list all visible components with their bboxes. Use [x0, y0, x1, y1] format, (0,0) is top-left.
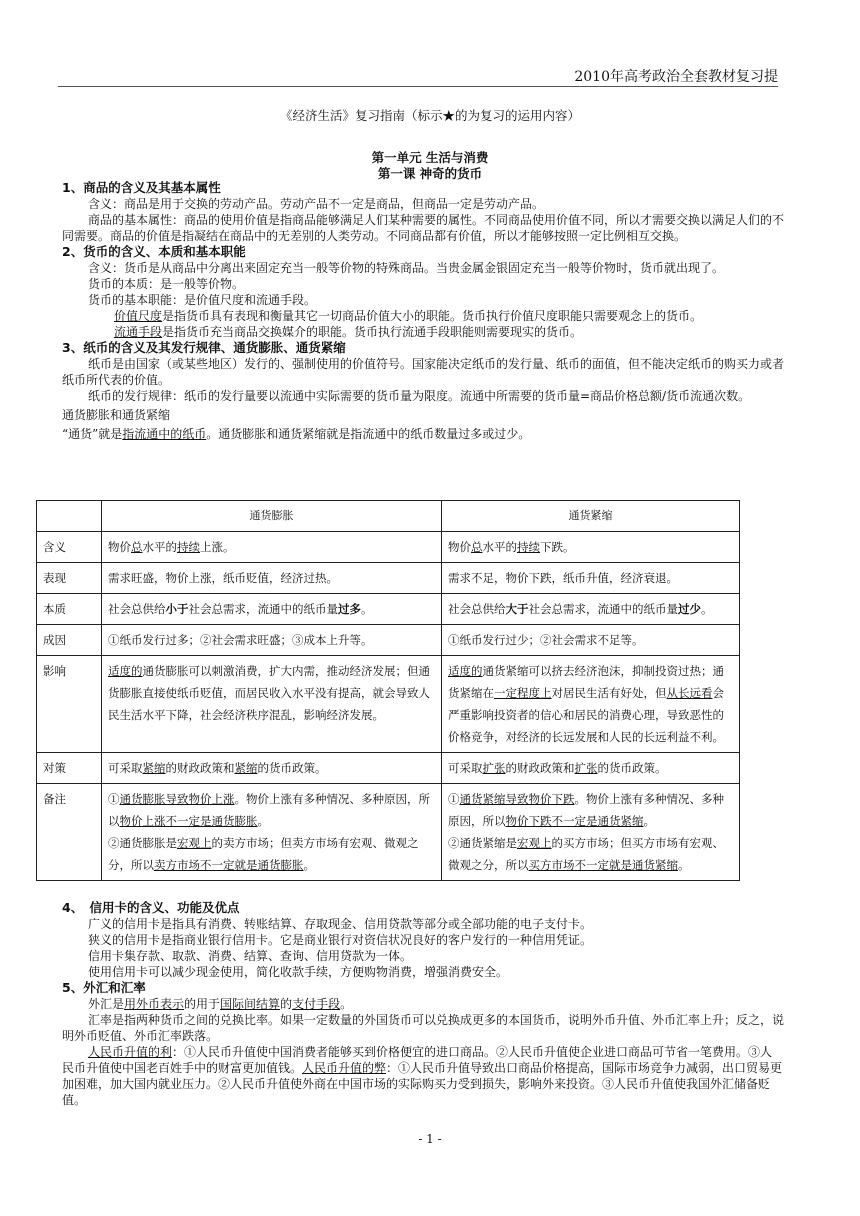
- row-label: 含义: [37, 532, 102, 563]
- table-cell: ①通货膨胀导致物价上涨。物价上涨有多种情况、多种原因，所以物价上涨不一定是通货膨胀。 ②通货膨胀是宏观上的卖方市场；但卖方市场有宏观、微观之分，所以卖方市场不一定就是通货膨胀。: [102, 784, 442, 881]
- lesson-title: 第一课 神奇的货币: [377, 166, 483, 181]
- row-label: 表现: [37, 563, 102, 594]
- document-title: 《经济生活》复习指南（标示★的为复习的运用内容）: [279, 108, 580, 123]
- page-number: - 1 -: [418, 1132, 442, 1146]
- comparison-table: [36, 500, 740, 881]
- paragraph: 含义：货币是从商品中分离出来固定充当一般等价物的特殊商品。当贵金属金银固定充当一般等价物时，货币就出现了。: [88, 261, 725, 275]
- running-header: 2010年高考政治全套教材复习提: [574, 69, 778, 85]
- text: “通货”就是: [62, 427, 123, 441]
- table-header-row: [37, 501, 740, 532]
- paragraph: 货币的本质：是一般等价物。: [88, 277, 245, 291]
- paragraph: [62, 324, 784, 340]
- section-heading: 5、外汇和汇率: [62, 980, 146, 995]
- row-label: 成因: [37, 625, 102, 656]
- paragraph: 广义的信用卡是指具有消费、转账结算、存取现金、信用贷款等部分或全部功能的电子支付卡。: [88, 917, 593, 931]
- table-cell: ①纸币发行过少；②社会需求不足等。: [442, 625, 740, 656]
- paragraph: [62, 426, 784, 442]
- table-cell: 社会总供给小于社会总需求，流通中的纸币量过多。: [102, 594, 442, 625]
- table-cell: 可采取扩张的财政政策和扩张的货币政策。: [442, 753, 740, 784]
- paragraph: [62, 308, 784, 324]
- paragraph: 通货膨胀和通货紧缩: [62, 408, 171, 422]
- paragraph: 含义：商品是用于交换的劳动产品。劳动产品不一定是商品，但商品一定是劳动产品。: [88, 197, 545, 211]
- table-row: [37, 753, 740, 784]
- paragraph: 商品的基本属性：商品的使用价值是指商品能够满足人们某种需要的属性。不同商品使用价值不同，所以才需要交换以满足人们的不同需要。商品的价值是指凝结在商品中的无差别的人类劳动。不同商品都有价值，所以才能够按照一定比例相互交换。: [62, 213, 785, 243]
- table-header-cell: [37, 501, 102, 532]
- section-heading: 4、 信用卡的含义、功能及优点: [62, 900, 240, 915]
- table-row: [37, 625, 740, 656]
- table-cell: 社会总供给大于社会总需求，流通中的纸币量过少。: [442, 594, 740, 625]
- table-row: [37, 563, 740, 594]
- table-cell: ①纸币发行过多；②社会需求旺盛；③成本上升等。: [102, 625, 442, 656]
- row-label: 本质: [37, 594, 102, 625]
- section-4-5: [62, 900, 784, 1108]
- table-row: [37, 594, 740, 625]
- table-cell: 需求旺盛，物价上涨，纸币贬值，经济过热。: [102, 563, 442, 594]
- table-row: [37, 784, 740, 881]
- table-header-cell: 通货膨胀: [102, 501, 442, 532]
- row-label: 对策: [37, 753, 102, 784]
- table-cell: 物价总水平的持续下跌。: [442, 532, 740, 563]
- text: 。通货膨胀和通货紧缩就是指流通中的纸币数量过多或过少。: [206, 427, 531, 441]
- row-label: 影响: [37, 656, 102, 753]
- paragraph: 人民币升值的利：①人民币升值使中国消费者能够买到价格便宜的进口商品。②人民币升值使企业进口商品可节省一笔费用。③人民币升值使中国老百姓手中的财富更加值钱。人民币升值的弊：①人民币升值导致出口商品价格提高，国际市场竞争力减弱，出口贸易更加困难，加大国内就业压力。②人民币升值使外商在中国市场的实际购买力受到损失，影响外来投资。③人民币升值使我国外汇储备贬值。: [62, 1045, 783, 1107]
- term: 流通手段: [114, 325, 163, 339]
- term: 价值尺度: [114, 309, 163, 323]
- header-rule: [58, 86, 778, 87]
- text: 是指货币充当商品交换媒介的职能。货币执行流通手段职能则需要现实的货币。: [162, 325, 583, 339]
- table-cell: 可采取紧缩的财政政策和紧缩的货币政策。: [102, 753, 442, 784]
- table-cell: 适度的通货膨胀可以刺激消费，扩大内需，推动经济发展；但通货膨胀直接使纸币贬值，而居民收入水平没有提高，就会导致人民生活水平下降，社会经济秩序混乱，影响经济发展。: [102, 656, 442, 753]
- text: 是指货币具有表现和衡量其它一切商品价值大小的职能。货币执行价值尺度职能只需要观念上的货币。: [162, 309, 703, 323]
- paragraph: 外汇是用外币表示的用于国际间结算的支付手段。: [88, 997, 353, 1011]
- paragraph: 信用卡集存款、取款、消费、结算、查询、信用贷款为一体。: [88, 949, 413, 963]
- table-cell: 需求不足，物价下跌，纸币升值，经济衰退。: [442, 563, 740, 594]
- table-cell: 物价总水平的持续上涨。: [102, 532, 442, 563]
- table-cell: ①通货紧缩导致物价下跌。物价上涨有多种情况、多种原因，所以物价下跌不一定是通货紧缩。 ②通货紧缩是宏观上的买方市场；但买方市场有宏观、微观之分，所以买方市场不一定就是通货紧缩。: [442, 784, 740, 881]
- table-header-cell: 通货紧缩: [442, 501, 740, 532]
- table-row: [37, 532, 740, 563]
- paragraph: 纸币是由国家（或某些地区）发行的、强制使用的价值符号。国家能决定纸币的发行量、纸币的面值，但不能决定纸币的购买力或者纸币所代表的价值。: [62, 357, 785, 387]
- paragraph: 狭义的信用卡是指商业银行信用卡。它是商业银行对资信状况良好的客户发行的一种信用凭证。: [88, 933, 593, 947]
- table-cell: 适度的通货紧缩可以挤去经济泡沫，抑制投资过热；通货紧缩在一定程度上对居民生活有好处，但从长远看会严重影响投资者的信心和居民的消费心理，导致恶性的价格竞争，对经济的长远发展和人民的长远利益不利。: [442, 656, 740, 753]
- paragraph: 使用信用卡可以减少现金使用，简化收款手续，方便购物消费，增强消费安全。: [88, 965, 509, 979]
- paragraph: 汇率是指两种货币之间的兑换比率。如果一定数量的外国货币可以兑换成更多的本国货币，说明外币升值、外币汇率上升；反之，说明外币贬值、外币汇率跌落。: [62, 1013, 785, 1043]
- paragraph: 货币的基本职能：是价值尺度和流通手段。: [88, 293, 317, 307]
- term: 指流通中的纸币: [122, 427, 207, 441]
- section-heading: 1、商品的含义及其基本属性: [62, 180, 221, 195]
- paragraph: 纸币的发行规律：纸币的发行量要以流通中实际需要的货币量为限度。流通中所需要的货币量=商品价格总额/货币流通次数。: [88, 389, 751, 403]
- section-heading: 3、纸币的含义及其发行规律、通货膨胀、通货紧缩: [62, 340, 346, 355]
- section-heading: 2、货币的含义、本质和基本职能: [62, 244, 246, 259]
- unit-title: 第一单元 生活与消费: [371, 150, 489, 165]
- section-1-3: [62, 180, 784, 442]
- row-label: 备注: [37, 784, 102, 881]
- table-row: [37, 656, 740, 753]
